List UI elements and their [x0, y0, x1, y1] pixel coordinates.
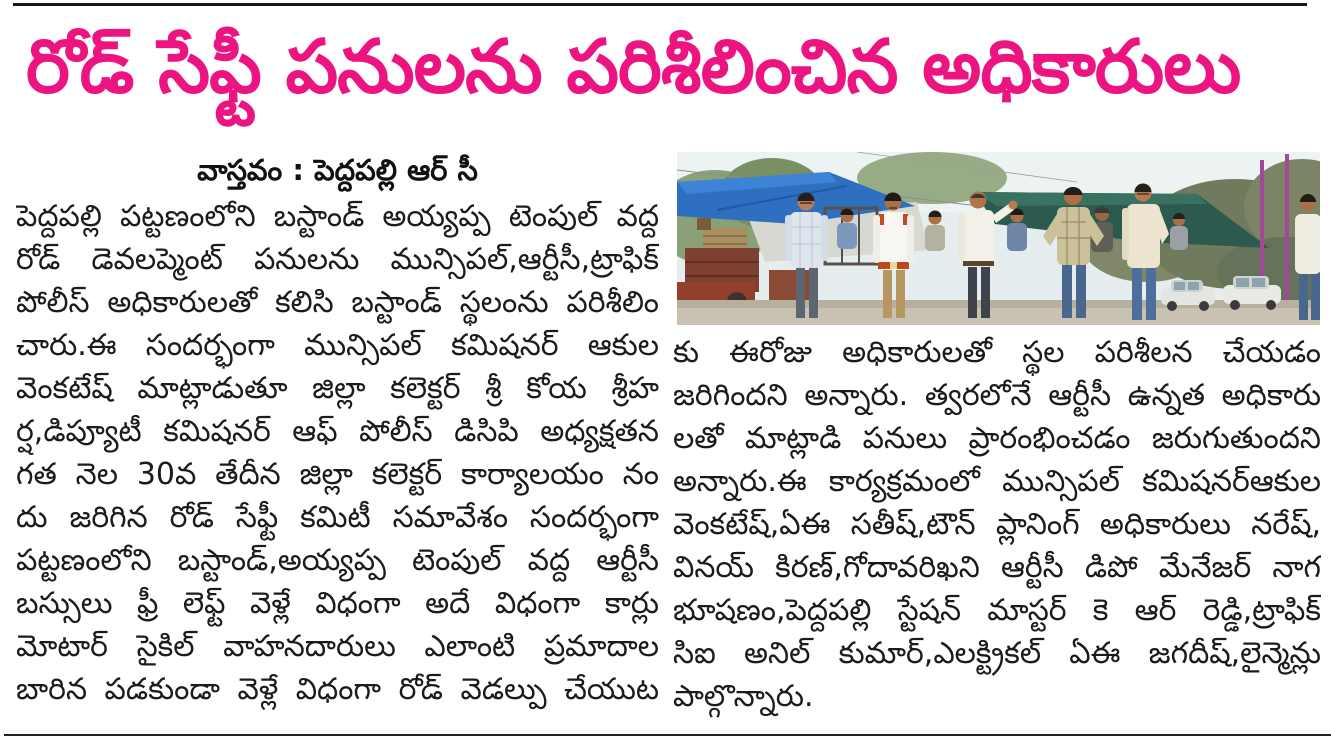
body-line: బస్సులు ఫ్రీ లెఫ్ట్ వెళ్లే విధంగా అదే విధంగా కార్లు — [16, 586, 659, 621]
body-line: గత నెల 30వ తేదీన జిల్లా కలెక్టర్ కార్యాలయం నం — [16, 457, 659, 492]
headline: రోడ్ సేఫ్టీ పనులను పరిశీలించిన అధికారులు — [26, 24, 1241, 110]
body-line: లతో మాట్లాడి పనులు ప్రారంభించడం జరుగుతుందని — [673, 421, 1321, 456]
body-line: పోలీస్ అధికారులతో కలిసి బస్టాండ్ స్థలంను పరిశీలిం — [16, 285, 659, 320]
body-line: భూషణం,పెద్దపల్లి స్టేషన్ మాస్టర్ కె ఆర్ రెడ్డి,ట్రాఫిక్ — [673, 593, 1321, 628]
body-line: పెద్దపల్లి పట్టణంలోని బస్టాండ్ అయ్యప్ప టెంపుల్ వద్ద — [16, 199, 659, 234]
body-line: అన్నారు.ఈ కార్యక్రమంలో మున్సిపల్ కమిషనర్ఆకుల — [673, 464, 1321, 499]
body-line: జరిగిందని అన్నారు. త్వరలోనే ఆర్టీసీ ఉన్నత అధికారు — [673, 378, 1321, 413]
left-column — [16, 149, 659, 719]
body-line: రోడ్ డెవలప్మెంట్ పనులను మున్సిపల్,ఆర్టీసీ,ట్రాఫిక్ — [16, 242, 659, 277]
body-line: పాల్గొన్నారు. — [673, 679, 814, 714]
body-line: చారు.ఈ సందర్భంగా మున్సిపల్ కమిషనర్ ఆకుల — [16, 328, 659, 363]
body-line: మోటార్ సైకిల్ వాహనదారులు ఎలాంటి ప్రమాదాల — [16, 629, 659, 664]
body-line: సిఐ అనిల్ కుమార్,ఎలక్ట్రికల్ ఏఈ జగదీష్,లైన్మెన్లు — [673, 636, 1321, 671]
byline: వాస్తవం : పెద్దపల్లి ఆర్ సీ — [197, 153, 478, 187]
body-line: కు ఈరోజు అధికారులతో స్థల పరిశీలన చేయడం — [673, 335, 1321, 370]
body-line: పట్టణంలోని బస్టాండ్,అయ్యప్ప టెంపుల్ వద్ద ఆర్టీసీ — [16, 543, 659, 578]
body-line: వెంకటేష్ మాట్లాడుతూ జిల్లా కలెక్టర్ శ్రీ కోయ శ్రీహ — [16, 371, 659, 406]
right-column — [673, 331, 1321, 723]
news-photo — [677, 152, 1320, 325]
body-line: దు జరిగిన రోడ్ సేఫ్టీ కమిటీ సమావేశం సందర్భంగా — [16, 500, 659, 535]
body-line: వినయ్ కిరణ్,గోదావరిఖని ఆర్టీసీ డిపో మేనేజర్ నాగ — [673, 550, 1321, 585]
ground — [677, 300, 1320, 325]
top-rule — [13, 3, 1307, 6]
body-line: వెంకటేష్,ఏఈ సతీష్,టౌన్ ప్లానింగ్ అధికారులు నరేష్, — [673, 507, 1321, 542]
body-line: బారిన పడకుండా వెళ్లే విధంగా రోడ్ వెడల్పు చేయుట — [16, 672, 659, 707]
bottom-rule — [4, 734, 1331, 736]
body-line: ర్ష,డిప్యూటీ కమిషనర్ ఆఫ్ పోలీస్ డిసిపి అధ్యక్షతన — [16, 414, 659, 449]
